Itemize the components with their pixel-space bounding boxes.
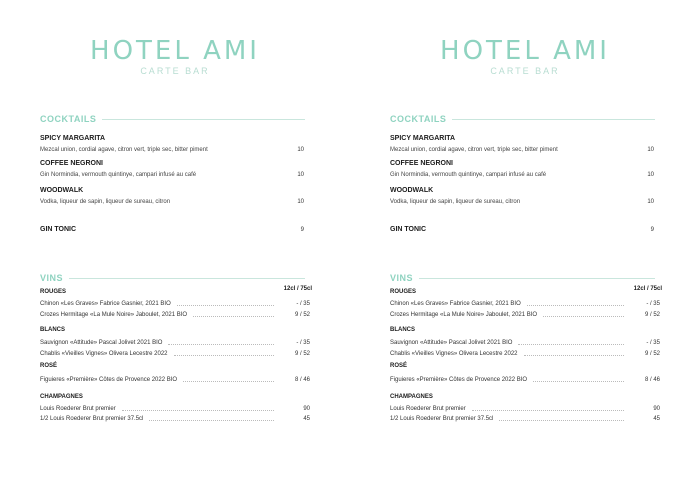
wine-name: Louis Roederer Brut premier [390, 406, 466, 412]
section-divider [102, 119, 305, 120]
cocktail-item [40, 186, 305, 206]
dotted-leader [518, 344, 624, 345]
cocktail-item [390, 186, 655, 206]
wine-name: Louis Roederer Brut premier [40, 406, 116, 412]
dotted-leader [543, 316, 624, 317]
wine-price: - / 35 [296, 340, 310, 346]
wine-name: Chablis «Vieilles Vignes» Olivera Lecestre 2022 [390, 351, 518, 357]
wine-category-rose: ROSÉ [390, 363, 408, 369]
cocktail-description: Vodka, liqueur de sapin, liqueur de sureau, citron [390, 199, 521, 205]
wine-category-blancs: BLANCS [40, 327, 65, 333]
dotted-leader [168, 344, 274, 345]
wine-name: Chinon «Les Graves» Fabrice Gasnier, 2021 BIO [390, 301, 521, 307]
wine-category-rose: ROSÉ [40, 363, 58, 369]
wine-category-champagnes: CHAMPAGNES [40, 394, 83, 400]
cocktails-section-header [390, 114, 655, 124]
wine-item [390, 300, 660, 308]
cocktail-name: SPICY MARGARITA [390, 135, 456, 142]
cocktails-title: COCKTAILS [390, 114, 447, 124]
wine-price: 8 / 46 [294, 377, 310, 383]
menu-page-right [350, 0, 700, 500]
wine-item [40, 339, 310, 347]
vins-section-header [40, 273, 305, 283]
wine-item [40, 405, 310, 413]
cocktail-item [390, 159, 655, 179]
cocktail-price: 10 [647, 199, 654, 205]
dotted-leader [149, 420, 274, 421]
cocktail-name: WOODWALK [390, 187, 434, 194]
wine-item [390, 339, 660, 347]
section-divider [452, 119, 655, 120]
cocktail-description: Gin Normindia, vermouth quintinye, campari infusé au café [40, 172, 197, 178]
wine-name: 1/2 Louis Roederer Brut premier 37.5cl [390, 416, 494, 422]
menu-subtitle: CARTE BAR [490, 66, 560, 76]
dotted-leader [527, 305, 624, 306]
cocktail-item [40, 134, 305, 154]
hotel-logo: HOTEL AMI [90, 36, 260, 66]
cocktail-description: Mezcal union, cordial agave, citron vert, triple sec, bitter piment [390, 147, 558, 153]
dotted-leader [193, 316, 274, 317]
cocktail-description: Gin Normindia, vermouth quintinye, campari infusé au café [390, 172, 547, 178]
wine-price: 8 / 46 [644, 377, 660, 383]
vins-title: VINS [390, 273, 414, 283]
wine-item [390, 350, 660, 358]
wine-name: Chablis «Vieilles Vignes» Olivera Lecestre 2022 [40, 351, 168, 357]
hotel-logo: HOTEL AMI [440, 36, 610, 66]
wine-item [40, 415, 310, 423]
cocktail-name: WOODWALK [40, 187, 84, 194]
cocktail-name: SPICY MARGARITA [40, 135, 106, 142]
cocktail-name: COFFEE NEGRONI [390, 160, 454, 167]
wine-price: 45 [303, 416, 310, 422]
dotted-leader [533, 381, 624, 382]
menu-subtitle: CARTE BAR [140, 66, 210, 76]
dotted-leader [174, 355, 274, 356]
cocktail-description: Mezcal union, cordial agave, citron vert, triple sec, bitter piment [40, 147, 208, 153]
wine-price: 90 [303, 406, 310, 412]
wine-name: Chinon «Les Graves» Fabrice Gasnier, 2021 BIO [40, 301, 171, 307]
wine-item [390, 415, 660, 423]
section-divider [69, 278, 305, 279]
dotted-leader [524, 355, 624, 356]
wine-price: - / 35 [646, 340, 660, 346]
dotted-leader [472, 410, 624, 411]
wine-item [390, 376, 660, 384]
gin-tonic-item [40, 225, 305, 234]
cocktail-price: 10 [647, 172, 654, 178]
wine-name: Crozes Hermitage «La Mule Noire» Jaboulet, 2021 BIO [40, 312, 188, 318]
wine-item [40, 300, 310, 308]
dotted-leader [499, 420, 624, 421]
wine-price: - / 35 [296, 301, 310, 307]
gin-tonic-item [390, 225, 655, 234]
wine-name: Sauvignon «Attitude» Pascal Jolivet 2021 BIO [40, 340, 163, 346]
cocktail-price: 10 [297, 172, 304, 178]
cocktail-price: 10 [297, 199, 304, 205]
wine-item [390, 405, 660, 413]
wine-category-rouges: ROUGES [40, 289, 67, 295]
cocktail-name: COFFEE NEGRONI [40, 160, 104, 167]
wine-category-champagnes: CHAMPAGNES [390, 394, 433, 400]
wine-name: Sauvignon «Attitude» Pascal Jolivet 2021 BIO [390, 340, 513, 346]
dotted-leader [122, 410, 274, 411]
wine-price: 9 / 52 [294, 312, 310, 318]
wine-name: Figuieres «Première» Côtes de Provence 2022 BIO [390, 377, 528, 383]
wine-price: 9 / 52 [294, 351, 310, 357]
wine-name: Crozes Hermitage «La Mule Noire» Jaboulet, 2021 BIO [390, 312, 538, 318]
wine-item [390, 311, 660, 319]
cocktails-title: COCKTAILS [40, 114, 97, 124]
cocktail-item [40, 159, 305, 179]
cocktail-name: GIN TONIC [40, 226, 77, 233]
wine-item [40, 350, 310, 358]
wine-item [40, 311, 310, 319]
vins-section-header [390, 273, 655, 283]
wine-category-blancs: BLANCS [390, 327, 415, 333]
wine-name: 1/2 Louis Roederer Brut premier 37.5cl [40, 416, 144, 422]
dotted-leader [183, 381, 274, 382]
wine-price: 9 / 52 [644, 312, 660, 318]
wine-volume-header: 12cl / 75cl [633, 286, 662, 292]
cocktail-price: 10 [297, 147, 304, 153]
vins-title: VINS [40, 273, 64, 283]
cocktail-price: 10 [647, 147, 654, 153]
wine-item [40, 376, 310, 384]
cocktail-price: 9 [650, 226, 654, 233]
wine-price: - / 35 [646, 301, 660, 307]
section-divider [419, 278, 655, 279]
wine-volume-header: 12cl / 75cl [283, 286, 312, 292]
wine-category-rouges: ROUGES [390, 289, 417, 295]
cocktail-price: 9 [300, 226, 304, 233]
wine-price: 45 [653, 416, 660, 422]
wine-price: 90 [653, 406, 660, 412]
cocktails-section-header [40, 114, 305, 124]
wine-name: Figuieres «Première» Côtes de Provence 2022 BIO [40, 377, 178, 383]
cocktail-item [390, 134, 655, 154]
cocktail-description: Vodka, liqueur de sapin, liqueur de sureau, citron [40, 199, 171, 205]
wine-price: 9 / 52 [644, 351, 660, 357]
cocktail-name: GIN TONIC [390, 226, 427, 233]
dotted-leader [177, 305, 274, 306]
